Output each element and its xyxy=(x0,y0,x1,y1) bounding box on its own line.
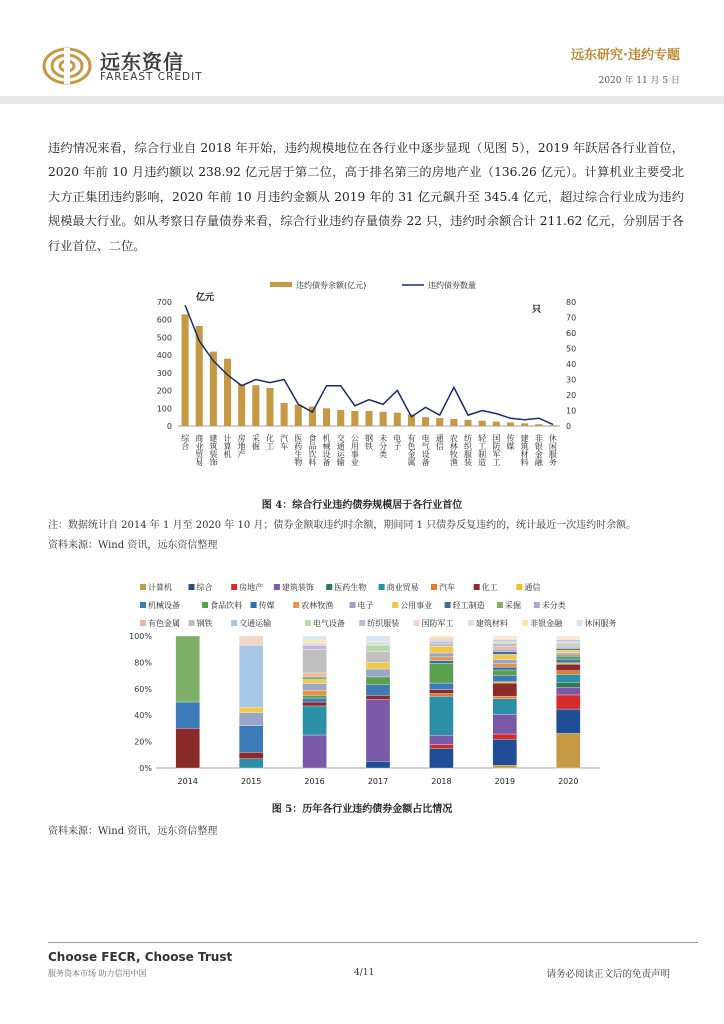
legend-swatch xyxy=(392,602,398,608)
industry-default-chart xyxy=(140,270,610,480)
stack-segment xyxy=(366,677,390,685)
legend-label: 计算机 xyxy=(148,583,172,592)
category-label: 汽车 xyxy=(279,434,289,450)
right-axis-tick: 0 xyxy=(566,422,572,431)
balance-bar xyxy=(422,417,429,426)
balance-bar xyxy=(252,385,259,426)
stack-segment xyxy=(303,645,327,649)
left-axis-tick: 500 xyxy=(156,333,172,343)
balance-bar xyxy=(182,314,189,426)
category-label: 建筑装饰 xyxy=(208,434,218,466)
stack-segment xyxy=(303,690,327,695)
balance-bar xyxy=(394,413,401,426)
category-label: 建筑材料 xyxy=(520,434,530,466)
stack-segment xyxy=(556,639,580,640)
stack-segment xyxy=(556,653,580,654)
legend-swatch xyxy=(379,584,385,590)
stack-segment xyxy=(429,735,453,744)
footer-subslogan: 服务资本市场 助力信用中国 xyxy=(48,969,147,978)
stack-segment xyxy=(556,733,580,768)
stack-segment xyxy=(429,644,453,647)
stack-segment xyxy=(429,641,453,644)
legend-label: 农林牧渔 xyxy=(301,601,334,610)
stack-segment xyxy=(556,648,580,649)
page-number: 4/11 xyxy=(354,968,375,978)
legend-label: 商业贸易 xyxy=(386,583,419,592)
legend-label: 汽车 xyxy=(439,583,455,592)
stack-segment xyxy=(493,667,517,670)
stack-segment xyxy=(556,641,580,642)
balance-bar xyxy=(493,422,500,426)
left-axis-tick: 300 xyxy=(156,368,172,378)
stack-segment xyxy=(303,680,327,684)
stack-segment xyxy=(556,650,580,653)
stack-segment xyxy=(556,655,580,656)
stack-segment xyxy=(556,645,580,646)
stack-segment xyxy=(493,675,517,682)
right-axis-tick: 60 xyxy=(566,329,577,338)
stack-segment xyxy=(556,671,580,675)
stack-segment xyxy=(493,636,517,637)
stack-segment xyxy=(493,644,517,647)
stack-segment xyxy=(493,649,517,652)
stack-segment xyxy=(429,683,453,690)
stack-segment xyxy=(366,636,390,641)
stack-segment xyxy=(429,661,453,664)
category-label: 未分类 xyxy=(378,434,388,458)
legend-label: 电子 xyxy=(357,601,374,610)
stack-segment xyxy=(429,653,453,657)
left-axis-tick: 400 xyxy=(156,351,172,361)
year-label: 2016 xyxy=(304,777,325,786)
y-axis-tick: 40% xyxy=(134,711,152,721)
stack-segment xyxy=(429,657,453,661)
legend-label: 公用事业 xyxy=(400,601,433,610)
logo-chinese-name: 远东资信 xyxy=(100,50,184,74)
figure-4-source: 资料来源：Wind 资讯，远东资信整理 xyxy=(48,540,218,551)
stack-segment xyxy=(556,636,580,637)
legend-label: 医药生物 xyxy=(334,583,367,592)
y-axis-tick: 60% xyxy=(134,684,152,694)
legend-swatch xyxy=(534,602,540,608)
legend-swatch xyxy=(577,620,583,626)
stack-segment xyxy=(303,735,327,768)
logo-english-name: FAREAST CREDIT xyxy=(100,71,203,83)
stack-segment xyxy=(493,663,517,667)
stack-segment xyxy=(429,748,453,768)
category-label: 综合 xyxy=(180,434,190,450)
stack-segment xyxy=(556,674,580,682)
legend-label: 食品饮料 xyxy=(210,601,243,610)
stack-segment xyxy=(493,682,517,683)
balance-bar xyxy=(436,418,443,426)
stack-segment xyxy=(556,649,580,650)
stack-segment xyxy=(239,707,263,712)
stack-segment xyxy=(429,690,453,694)
stack-segment xyxy=(493,646,517,649)
stack-segment xyxy=(176,702,200,728)
legend-label: 交通运输 xyxy=(239,619,272,628)
footer-slogan: Choose FECR, Choose Trust xyxy=(48,950,233,964)
stack-segment xyxy=(556,654,580,655)
stack-segment xyxy=(366,662,390,669)
legend-swatch xyxy=(414,620,420,626)
balance-bar xyxy=(380,412,387,426)
category-label: 电气设备 xyxy=(421,434,431,466)
category-label: 农林牧渔 xyxy=(449,434,459,466)
category-label: 采掘 xyxy=(251,434,261,450)
stack-segment xyxy=(366,699,390,761)
page-header xyxy=(0,0,724,105)
legend-swatch xyxy=(445,602,451,608)
legend-swatch xyxy=(326,584,332,590)
balance-bar xyxy=(479,421,486,426)
stack-segment xyxy=(303,636,327,640)
year-label: 2017 xyxy=(367,777,389,786)
balance-bar xyxy=(365,411,372,426)
legend-label: 化工 xyxy=(481,583,498,592)
category-label: 国防军工 xyxy=(491,434,501,466)
right-axis-tick: 70 xyxy=(566,313,577,323)
stack-segment xyxy=(303,695,327,698)
legend-label: 国防军工 xyxy=(421,619,454,628)
figure-5-source: 资料来源：Wind 资讯，远东资信整理 xyxy=(48,826,218,837)
stack-segment xyxy=(556,640,580,641)
legend-label: 未分类 xyxy=(541,601,566,610)
y-axis-tick: 20% xyxy=(134,737,152,747)
stack-segment xyxy=(303,673,327,677)
left-axis-tick: 0 xyxy=(166,422,172,431)
category-label: 食品饮料 xyxy=(307,434,317,466)
figure-4-caption: 图 4：综合行业违约债券规模居于各行业首位 xyxy=(261,500,463,511)
stack-segment xyxy=(493,670,517,675)
balance-bar xyxy=(535,424,542,426)
stack-segment xyxy=(366,685,390,696)
stack-segment xyxy=(493,639,517,640)
header-divider xyxy=(0,96,724,104)
stack-segment xyxy=(493,654,517,659)
balance-bar xyxy=(337,410,344,426)
legend-swatch xyxy=(202,602,208,608)
stack-segment xyxy=(556,663,580,664)
report-series-title: 远东研究·违约专题 xyxy=(571,48,680,63)
legend-swatch xyxy=(431,584,437,590)
right-axis-tick: 20 xyxy=(566,391,577,400)
stack-segment xyxy=(556,657,580,660)
footer-disclaimer: 请务必阅读正文后的免责声明 xyxy=(546,969,670,980)
y-axis-tick: 100% xyxy=(129,632,152,641)
balance-bar xyxy=(549,425,556,426)
stack-segment xyxy=(556,709,580,733)
stack-segment xyxy=(429,637,453,641)
stack-segment xyxy=(303,706,327,735)
year-label: 2020 xyxy=(558,777,579,786)
legend-swatch xyxy=(468,620,474,626)
stack-segment xyxy=(493,640,517,641)
balance-bar xyxy=(266,388,273,426)
legend-label: 纺织服装 xyxy=(367,619,400,628)
figure-5-caption: 图 5：历年各行业违约债券金额占比情况 xyxy=(271,804,453,815)
fareast-logo-icon xyxy=(42,46,92,86)
category-label: 纺织服装 xyxy=(463,434,473,466)
stack-segment xyxy=(303,677,327,680)
category-label: 休闲服务 xyxy=(548,434,558,466)
legend-label: 机械设备 xyxy=(148,601,180,610)
balance-bar xyxy=(238,384,245,426)
stack-segment xyxy=(176,636,200,702)
legend-label: 钢铁 xyxy=(196,619,213,628)
legend-label: 通信 xyxy=(524,583,541,592)
year-label: 2019 xyxy=(494,777,516,786)
legend-swatch xyxy=(474,584,480,590)
category-label: 商业贸易 xyxy=(194,434,204,466)
legend-label: 非银金融 xyxy=(530,619,563,628)
stack-segment xyxy=(366,641,390,645)
stack-segment xyxy=(429,646,453,653)
left-axis-tick: 100 xyxy=(156,404,172,414)
stack-segment xyxy=(556,642,580,643)
right-axis-tick: 10 xyxy=(566,406,577,416)
stack-segment xyxy=(556,646,580,647)
category-label: 传媒 xyxy=(505,434,515,450)
stack-segment xyxy=(429,636,453,637)
footer-divider xyxy=(48,942,698,943)
year-label: 2014 xyxy=(177,777,198,786)
balance-bar xyxy=(507,422,514,426)
category-label: 医药生物 xyxy=(293,434,303,466)
stack-segment xyxy=(429,744,453,748)
legend-swatch xyxy=(140,584,146,590)
balance-bar xyxy=(465,420,472,426)
legend-swatch xyxy=(522,620,528,626)
category-label: 轻工制造 xyxy=(477,434,487,466)
right-axis-tick: 80 xyxy=(566,298,577,307)
stack-segment xyxy=(556,687,580,695)
legend-swatch xyxy=(350,602,356,608)
stack-segment xyxy=(366,761,390,768)
legend-swatch xyxy=(293,602,299,608)
legend-label: 电气设备 xyxy=(312,619,345,628)
balance-bar xyxy=(450,419,457,426)
legend-swatch xyxy=(251,602,257,608)
legend-label: 建筑材料 xyxy=(475,619,508,628)
stack-segment xyxy=(493,643,517,644)
y-axis-tick: 80% xyxy=(134,658,152,668)
legend-label: 采掘 xyxy=(504,601,521,610)
left-axis-tick: 600 xyxy=(156,315,172,325)
body-paragraph: 违约情况来看，综合行业自 2018 年开始，违约规模地位在各行业中逐步显现（见图 5），2019 年跃居各行业首位，2020 年前 10 月违约额以 238.92 亿元居于第二位，高于排名第三的房地产业（136.26 亿元）。计算机业主要受北大方正集团违约影响，2020 年前 10 月违约金额从 2019 年的 31 亿元飙升至 345.4 亿元，超过综合行业成为违约规模最大行业。如从考察日存量债券来看，综合行业违约存量债券 22 只，违约时余额合计 211.62 亿元，分别居于各行业首位、二位。 xyxy=(48,141,684,253)
chart2-legend xyxy=(140,582,617,628)
legend-label: 有色金属 xyxy=(148,619,180,628)
legend-label-balance: 违约债券余额(亿元) xyxy=(296,281,367,290)
stack-segment xyxy=(239,713,263,726)
year-label: 2018 xyxy=(431,777,452,786)
stack-segment xyxy=(303,640,327,643)
stack-segment xyxy=(239,636,263,645)
left-axis-unit: 亿元 xyxy=(196,293,215,303)
stack-segment xyxy=(366,652,390,663)
category-label: 有色金属 xyxy=(406,434,416,466)
category-label: 钢铁 xyxy=(364,434,374,450)
stack-segment xyxy=(429,663,453,683)
balance-bar xyxy=(323,408,330,426)
category-label: 非银金融 xyxy=(534,434,544,466)
category-label: 计算机 xyxy=(223,434,233,458)
stack-segment xyxy=(556,637,580,638)
legend-label: 房地产 xyxy=(239,583,264,592)
balance-bar xyxy=(521,423,528,426)
legend-swatch xyxy=(231,620,237,626)
balance-bar xyxy=(309,407,316,426)
balance-bar xyxy=(295,405,302,426)
legend-label: 传媒 xyxy=(258,601,275,610)
right-axis-tick: 50 xyxy=(566,344,577,354)
stack-segment xyxy=(239,726,263,752)
legend-label: 休闲服务 xyxy=(584,619,617,628)
stack-segment xyxy=(493,739,517,765)
category-label: 通信 xyxy=(435,434,445,450)
stack-segment xyxy=(303,649,327,673)
legend-swatch xyxy=(359,620,365,626)
y-axis-tick: 0% xyxy=(139,764,152,773)
category-label: 公用事业 xyxy=(350,434,360,466)
stack-segment xyxy=(303,643,327,646)
stack-segment xyxy=(366,669,390,677)
stack-segment xyxy=(366,695,390,699)
stack-segment xyxy=(556,659,580,663)
stack-segment xyxy=(493,641,517,642)
category-label: 化工 xyxy=(265,434,275,450)
category-label: 房地产 xyxy=(237,434,247,458)
figure-4-note: 注：数据统计自 2014 年 1 月至 2020 年 10 月；债券金额取违约时余额，期间同 1 只债券反复违约的，统计最近一次违约时余额。 xyxy=(48,520,637,531)
legend-swatch xyxy=(274,584,280,590)
legend-label-count: 违约债券数量 xyxy=(428,281,476,290)
legend-swatch xyxy=(305,620,311,626)
stack-segment xyxy=(429,696,453,735)
balance-bar xyxy=(281,403,288,426)
balance-bar xyxy=(351,411,358,426)
stack-segment xyxy=(303,698,327,702)
right-axis-unit: 只 xyxy=(532,305,542,315)
stack-segment xyxy=(493,699,517,715)
legend-swatch xyxy=(497,602,503,608)
stack-segment xyxy=(493,696,517,699)
legend-label: 综合 xyxy=(196,583,213,592)
stack-segment xyxy=(366,645,390,652)
stack-segment xyxy=(303,702,327,706)
stack-segment xyxy=(239,752,263,759)
year-label: 2015 xyxy=(240,777,262,786)
stack-segment xyxy=(176,728,200,768)
legend-swatch xyxy=(140,602,146,608)
stack-segment xyxy=(556,682,580,687)
stack-segment xyxy=(493,660,517,664)
category-label: 机械设备 xyxy=(322,434,332,466)
yearly-industry-share-chart xyxy=(129,578,617,793)
report-date: 2020 年 11 月 5 日 xyxy=(598,76,680,86)
category-label: 电子 xyxy=(392,434,402,450)
stack-segment xyxy=(239,645,263,707)
stack-segment xyxy=(556,664,580,670)
legend-label: 建筑装饰 xyxy=(281,583,314,592)
balance-bar xyxy=(224,359,231,426)
stack-segment xyxy=(556,644,580,645)
left-axis-tick: 200 xyxy=(156,386,172,396)
stack-segment xyxy=(239,759,263,768)
stack-segment xyxy=(303,684,327,691)
legend-swatch-balance xyxy=(270,282,292,287)
stack-segment xyxy=(493,714,517,734)
stack-segment xyxy=(493,652,517,655)
legend-swatch xyxy=(231,584,237,590)
legend-label: 轻工制造 xyxy=(452,601,485,610)
legend-swatch xyxy=(189,584,195,590)
legend-swatch xyxy=(516,584,522,590)
stack-segment xyxy=(493,765,517,768)
stack-segment xyxy=(429,694,453,697)
right-axis-tick: 30 xyxy=(566,375,577,385)
left-axis-tick: 700 xyxy=(156,298,172,307)
stack-segment xyxy=(493,734,517,739)
legend-swatch xyxy=(189,620,195,626)
legend-swatch xyxy=(140,620,146,626)
stack-segment xyxy=(493,637,517,638)
stack-segment xyxy=(556,695,580,709)
chart1-legend xyxy=(270,280,476,290)
category-label: 交通运输 xyxy=(336,434,346,466)
right-axis-tick: 40 xyxy=(566,360,577,369)
stack-segment xyxy=(493,683,517,696)
